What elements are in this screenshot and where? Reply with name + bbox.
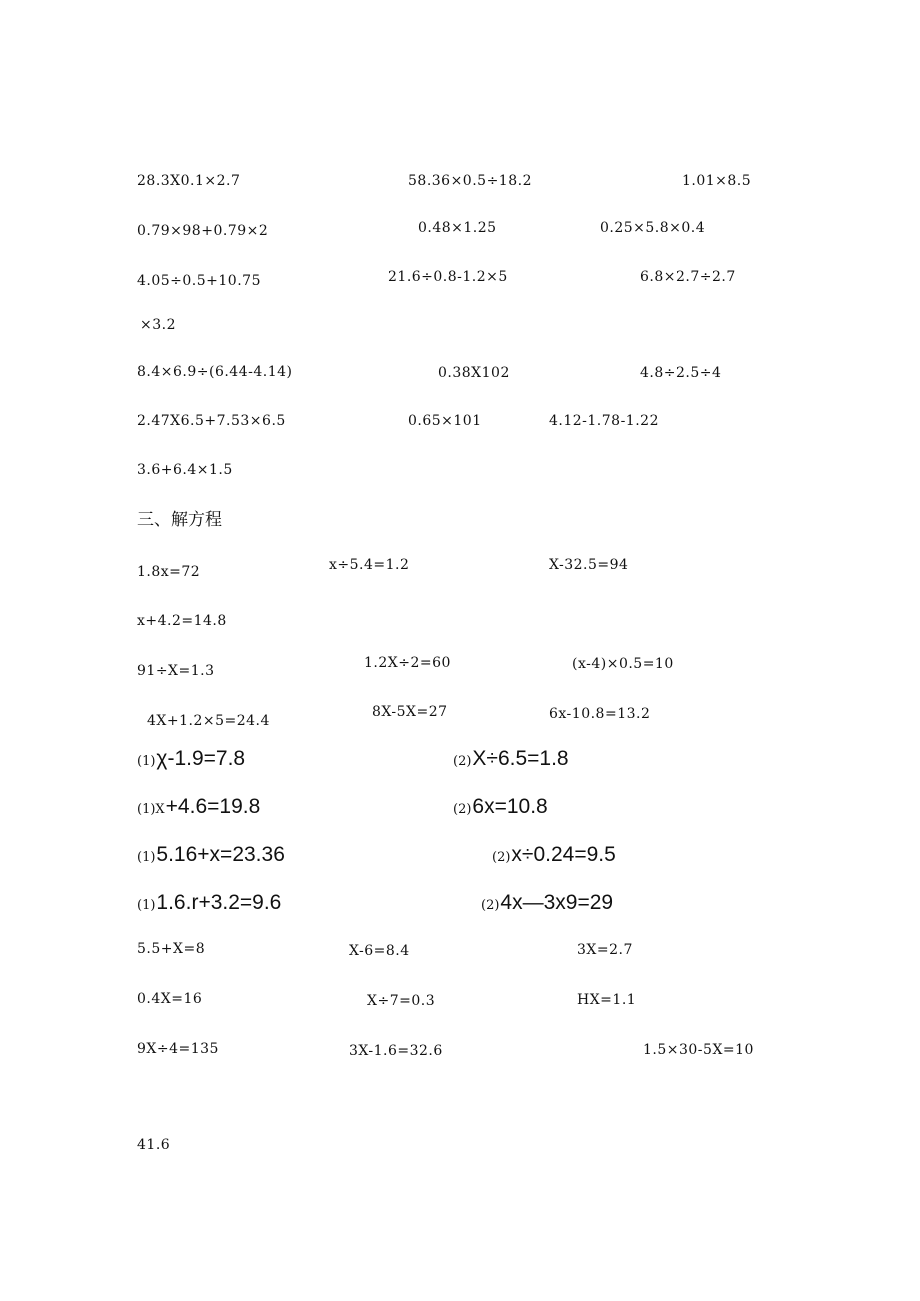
calc-problem: 21.6÷0.8-1.2×5 — [388, 269, 508, 285]
calc-problem: 4.12-1.78-1.22 — [549, 413, 659, 429]
equation: 1.5×30-5X=10 — [643, 1042, 754, 1058]
calc-problem: 0.48×1.25 — [418, 220, 497, 236]
calc-problem: 2.47X6.5+7.53×6.5 — [137, 413, 286, 429]
equation: 8X-5X=27 — [372, 704, 448, 720]
calc-problem: 3.6+6.4×1.5 — [137, 462, 233, 478]
calc-problem: 58.36×0.5÷18.2 — [408, 173, 532, 189]
calc-problem: 0.79×98+0.79×2 — [137, 223, 269, 239]
equation: HX=1.1 — [577, 992, 637, 1008]
calc-problem: 1.01×8.5 — [682, 173, 752, 189]
paired-equation — [137, 796, 260, 817]
equation-text: 4x—3x9=29 — [500, 891, 614, 914]
equation: 9X÷4=135 — [137, 1041, 219, 1057]
equation: x÷5.4=1.2 — [329, 557, 410, 573]
equation: 5.5+X=8 — [137, 941, 206, 957]
equation-text: X÷6.5=1.8 — [472, 747, 569, 770]
calc-problem: ×3.2 — [140, 317, 176, 333]
equation-number: (1) — [137, 754, 156, 769]
equation-text: 6x=10.8 — [472, 795, 548, 818]
equation-number: (1) — [137, 850, 156, 865]
equation: X-32.5=94 — [549, 557, 629, 573]
equation: 3X=2.7 — [577, 942, 633, 958]
paired-equation — [137, 892, 281, 913]
equation: x+4.2=14.8 — [137, 613, 227, 629]
equation-number: (2) — [453, 754, 472, 769]
calc-problem: 0.25×5.8×0.4 — [600, 220, 706, 236]
calc-problem: 6.8×2.7÷2.7 — [640, 269, 736, 285]
equation: 1.2X÷2=60 — [364, 655, 451, 671]
section-heading: 三、解方程 — [137, 510, 222, 530]
equation: 3X-1.6=32.6 — [349, 1043, 443, 1059]
calc-problem: 0.38X102 — [438, 365, 510, 381]
paired-equation — [453, 748, 569, 769]
equation-text: +4.6=19.8 — [165, 795, 261, 818]
equation-number: (2) — [492, 850, 511, 865]
paired-equation — [453, 796, 548, 817]
calc-problem: 4.05÷0.5+10.75 — [137, 273, 261, 289]
equation-text: χ-1.9=7.8 — [156, 747, 246, 770]
equation: 1.8x=72 — [137, 564, 201, 580]
calc-problem: 28.3X0.1×2.7 — [137, 173, 241, 189]
equation: 91÷X=1.3 — [137, 663, 215, 679]
equation-number: (1) — [137, 898, 156, 913]
calc-problem: 4.8÷2.5÷4 — [640, 365, 722, 381]
equation: 4X+1.2×5=24.4 — [147, 713, 270, 729]
calc-problem: 8.4×6.9÷(6.44-4.14) — [137, 364, 293, 380]
equation: (x-4)×0.5=10 — [572, 656, 674, 672]
equation-number: (2) — [481, 898, 500, 913]
equation: X-6=8.4 — [349, 943, 410, 959]
calc-problem: 0.65×101 — [408, 413, 482, 429]
equation-number: (2) — [453, 802, 472, 817]
paired-equation — [137, 844, 285, 865]
equation-text: 5.16+x=23.36 — [156, 843, 285, 866]
paired-equation — [137, 748, 245, 769]
answer-value: 41.6 — [137, 1137, 171, 1153]
equation: 6x-10.8=13.2 — [549, 706, 651, 722]
equation: X÷7=0.3 — [367, 993, 436, 1009]
equation-text: x÷0.24=9.5 — [511, 843, 616, 866]
paired-equation — [492, 844, 616, 865]
paired-equation — [481, 892, 613, 913]
equation-number: (1)X — [137, 802, 165, 817]
equation: 0.4X=16 — [137, 991, 203, 1007]
equation-text: 1.6.r+3.2=9.6 — [156, 891, 282, 914]
